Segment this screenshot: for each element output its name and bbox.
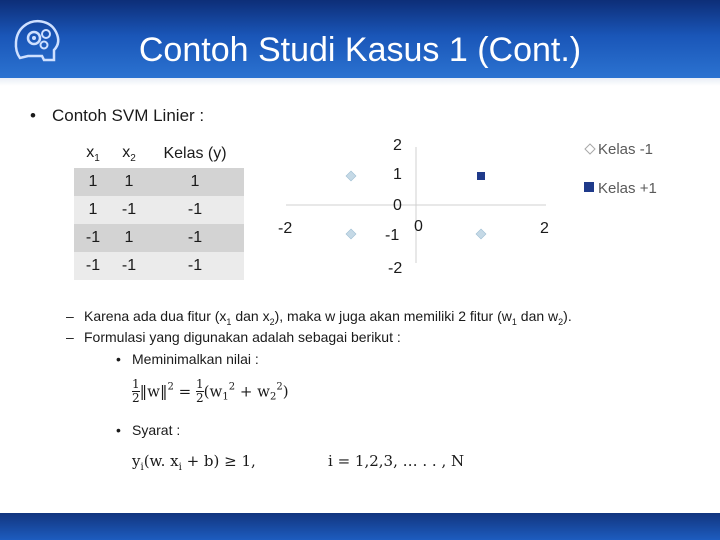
legend-label-kelas-neg1: Kelas -1: [598, 141, 654, 158]
y-tick-label: 2: [393, 137, 402, 154]
bullet-dot: •: [30, 106, 36, 125]
legend-marker-kelas-neg1: [585, 144, 595, 154]
bullet-dot: •: [116, 422, 121, 438]
text-run: Karena ada dua fitur (x: [84, 308, 227, 324]
x-tick-label: -1: [385, 227, 400, 244]
text-run: Meminimalkan nilai :: [132, 351, 259, 367]
bullet-dot: •: [116, 351, 121, 367]
table-cell: -1: [146, 252, 244, 280]
x-tick-label: -2: [278, 220, 293, 237]
table-cell: 1: [112, 168, 146, 196]
x-tick-label: 0: [414, 218, 423, 235]
table-cell: -1: [112, 196, 146, 224]
y-tick-label: -2: [388, 260, 403, 277]
formula-constraint: $y_i(w$. $x_i + b) \ge 1$,: [132, 452, 256, 473]
sub-bullet: [116, 351, 259, 367]
table-cell: 1: [112, 224, 146, 252]
table-cell: -1: [74, 252, 112, 280]
dash-item: [66, 329, 401, 345]
legend-marker-kelas-pos1: [584, 182, 594, 192]
dash-marker: –: [66, 308, 74, 324]
data-point-kelas-pos1: [477, 172, 485, 180]
text-run: Formulasi yang digunakan adalah sebagai berikut :: [84, 329, 401, 345]
table-cell: 1: [74, 168, 112, 196]
data-point-kelas-neg1: [346, 229, 356, 239]
formula-index: i = 1,2,3, … . . , N: [328, 452, 465, 470]
y-tick-label: 0: [393, 197, 402, 214]
header-kelas: Kelas (y): [146, 140, 244, 168]
data-point-kelas-neg1: [476, 229, 486, 239]
legend-label-kelas-pos1: Kelas +1: [598, 180, 657, 197]
dash-marker: –: [66, 329, 74, 345]
table-cell: -1: [112, 252, 146, 280]
x-tick-label: 2: [540, 220, 549, 237]
table-cell: 1: [146, 168, 244, 196]
table-cell: -1: [146, 196, 244, 224]
table-cell: 1: [74, 196, 112, 224]
header-x1: $x_1$: [74, 140, 112, 168]
dash-item: – Karena ada dua fitur ($x_1$ dan $x_2$), maka w juga akan memiliki 2 fitur ($w_1$ dan $w_2$).: [66, 308, 572, 327]
table-cell: -1: [74, 224, 112, 252]
text-run: Syarat :: [132, 422, 181, 438]
data-point-kelas-neg1: [346, 171, 356, 181]
table-cell: -1: [146, 224, 244, 252]
header-x2: $x_2$: [112, 140, 146, 168]
sub-bullet: [116, 422, 180, 438]
y-tick-label: 1: [393, 166, 402, 183]
bullet-text: Contoh SVM Linier :: [52, 106, 205, 125]
slide-title: Contoh Studi Kasus 1 (Cont.): [138, 31, 582, 69]
formula-minimize: $\frac{1}{2}$ ‖w‖$^2$ = $\frac{1}{2}$ $(w_1^2 + w_2^2)$: [132, 377, 289, 405]
footer-bar: [0, 513, 720, 540]
